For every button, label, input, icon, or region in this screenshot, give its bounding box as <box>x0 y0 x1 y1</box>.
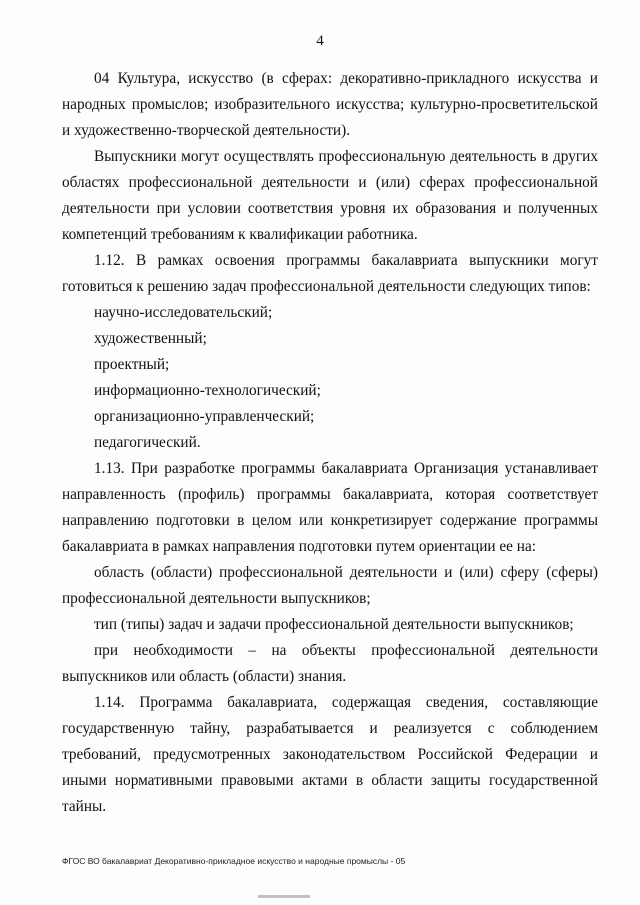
list-item: организационно-управленческий; <box>94 408 315 425</box>
list-item: научно-исследовательский; <box>94 304 273 321</box>
paragraph-1-12: 1.12. В рамках освоения программы бакалавриата выпускники могут готовиться к решению задач профессиональной деятельности следующих типов: <box>62 252 598 295</box>
page-footer: ФГОС ВО бакалавриат Декоративно-прикладное искусство и народные промыслы - 05 <box>62 856 406 866</box>
list-item: педагогический. <box>94 434 201 451</box>
paragraph-culture-art: 04 Культура, искусство (в сферах: декоративно-прикладного искусства и народных промыслов; изобразительного искусства; культурно-просветительской и художественно-творческой деятельности). <box>62 70 598 139</box>
paragraph-focus-objects: при необходимости – на объекты профессиональной деятельности выпускников или область (области) знания. <box>62 642 598 685</box>
page-number: 4 <box>316 33 324 49</box>
list-item: информационно-технологический; <box>94 382 321 399</box>
paragraph-1-13: 1.13. При разработке программы бакалавриата Организация устанавливает направленность (профиль) программы бакалавриата, которая соответствует направлению подготовки в целом или конкретизирует содержание программы бакалавриата в рамках направления подготовки путем ориентации ее на: <box>62 460 598 555</box>
paragraph-focus-areas: область (области) профессиональной деятельности и (или) сферу (сферы) профессиональной деятельности выпускников; <box>62 564 598 607</box>
list-item: художественный; <box>94 330 207 347</box>
paragraph-other-areas: Выпускники могут осуществлять профессиональную деятельность в других областях профессиональной деятельности и (или) сферах профессиональной деятельности при условии соответствия уровня их образования и полученных компетенций требованиям к квалификации работника. <box>62 148 598 243</box>
paragraph-1-14: 1.14. Программа бакалавриата, содержащая сведения, составляющие государственную тайну, разрабатывается и реализуется с соблюдением требований, предусмотренных законодательством Российской Федерации и иными нормативными правовыми актами в области защиты государственной тайны. <box>62 694 598 815</box>
scan-mark <box>258 895 310 898</box>
paragraph-focus-tasks: тип (типы) задач и задачи профессиональной деятельности выпускников; <box>94 616 574 633</box>
list-item: проектный; <box>94 356 170 373</box>
document-body <box>62 66 598 820</box>
task-types-list <box>62 300 598 456</box>
